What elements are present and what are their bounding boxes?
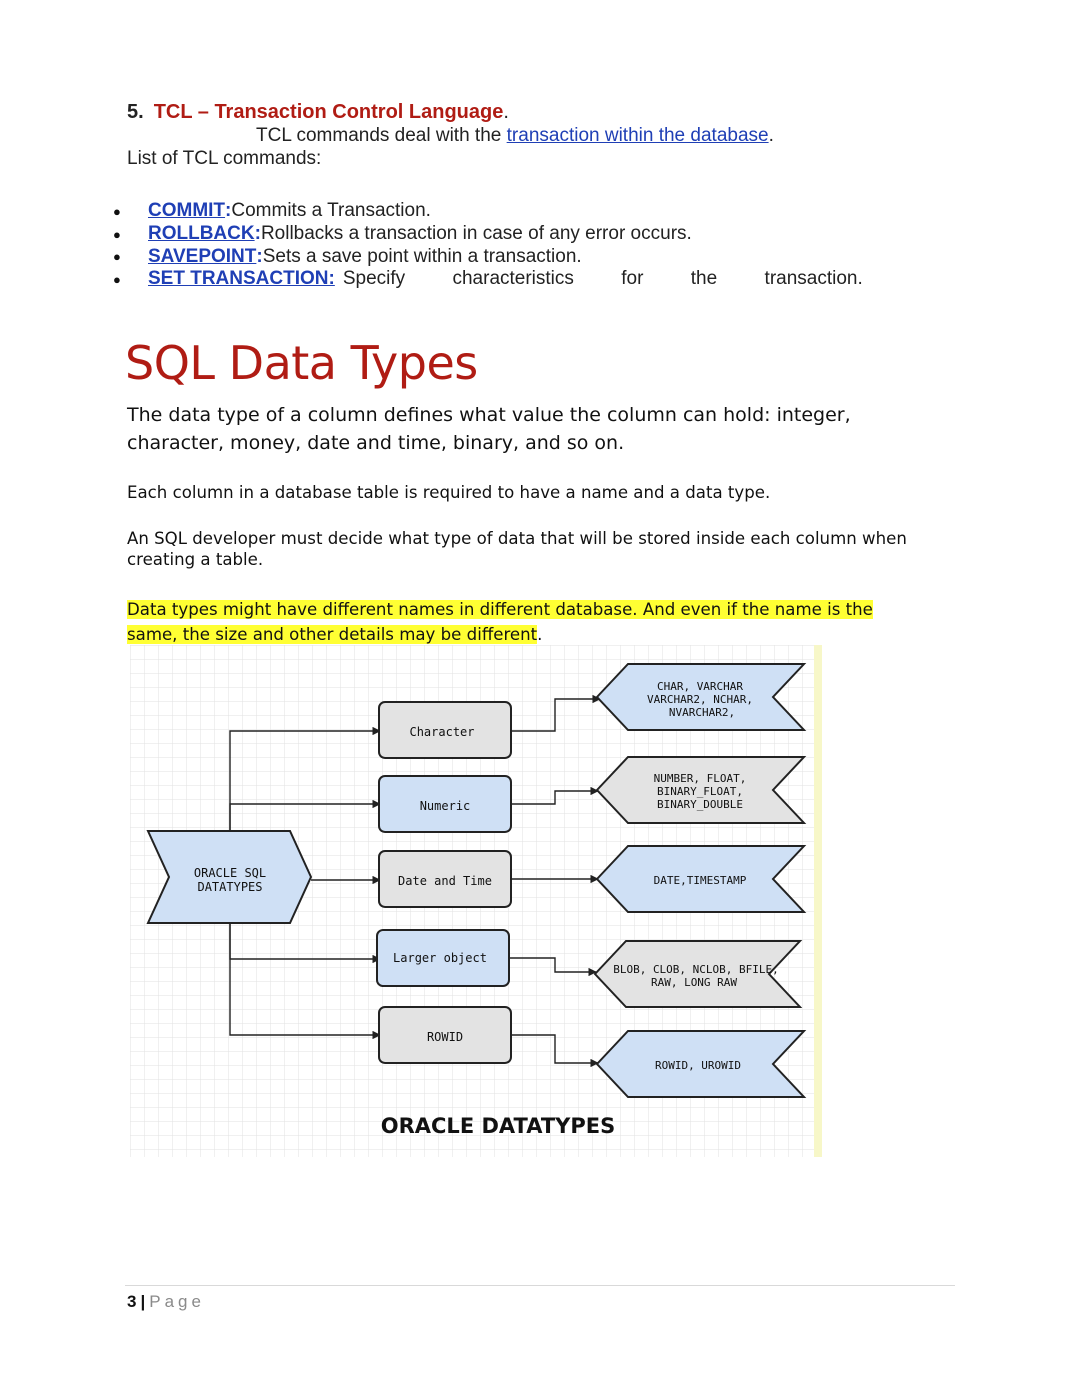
oracle-datatypes-diagram bbox=[130, 645, 822, 1157]
set-transaction-desc: Specify characteristics for the transaction. bbox=[342, 268, 863, 290]
svg-text:RAW, LONG RAW: RAW, LONG RAW bbox=[650, 976, 738, 989]
footer-divider bbox=[125, 1285, 955, 1286]
svg-text:ROWID: ROWID bbox=[426, 1030, 464, 1044]
page-footer: 3 | Page bbox=[127, 1292, 205, 1311]
svg-text:VARCHAR2, NCHAR,: VARCHAR2, NCHAR, bbox=[647, 693, 753, 706]
intro-paragraph: The data type of a column defines what value the column can hold: integer, character, money, date and time, binary, and so on. bbox=[127, 404, 851, 454]
paragraph-column-name: Each column in a database table is required to have a name and a data type. bbox=[127, 483, 771, 502]
svg-text:Larger object: Larger object bbox=[393, 951, 487, 965]
page-number: 3 bbox=[127, 1292, 137, 1311]
svg-text:BINARY_FLOAT,: BINARY_FLOAT, bbox=[656, 785, 744, 798]
rollback-link[interactable]: ROLLBACK bbox=[148, 223, 255, 245]
page-label: Page bbox=[149, 1292, 205, 1311]
svg-text:NUMBER, FLOAT,: NUMBER, FLOAT, bbox=[653, 772, 747, 785]
paragraph-highlight: Data types might have different names in different database. And even if the name is the same, the size and other details may be different. bbox=[127, 600, 873, 644]
category-rowid bbox=[379, 1007, 511, 1063]
transaction-link[interactable]: transaction within the database bbox=[506, 125, 769, 146]
tcl-list-label: List of TCL commands: bbox=[127, 148, 322, 169]
list-item-rollback: ● ROLLBACK : Rollbacks a transaction in case of any error occurs. bbox=[113, 223, 692, 245]
category-character bbox=[379, 702, 511, 758]
section-number: 5. bbox=[127, 101, 144, 123]
types-date-time bbox=[597, 846, 804, 912]
tcl-description: TCL commands deal with the transaction within the database. bbox=[256, 125, 774, 146]
root-label-line-1: ORACLE SQL bbox=[193, 866, 267, 880]
list-item-set-transaction bbox=[113, 268, 863, 291]
bullet-icon: ● bbox=[113, 226, 121, 242]
section-title: 5. TCL – Transaction Control Language. bbox=[127, 101, 509, 123]
svg-text:ROWID, UROWID: ROWID, UROWID bbox=[654, 1059, 742, 1072]
paragraph-developer: An SQL developer must decide what type of data that will be stored inside each column when creating a table. bbox=[127, 529, 907, 569]
edge-strip bbox=[814, 645, 822, 1157]
svg-text:Numeric: Numeric bbox=[419, 799, 471, 813]
svg-text:Date and Time: Date and Time bbox=[398, 874, 492, 888]
list-item-savepoint: ● SAVEPOINT : Sets a save point within a transaction. bbox=[113, 245, 582, 267]
root-label-line-2: DATATYPES bbox=[197, 880, 263, 894]
bullet-icon: ● bbox=[113, 271, 121, 287]
diagram-caption: ORACLE DATATYPES bbox=[380, 1114, 616, 1138]
highlighted-text: Data types might have different names in different database. And even if the name is the same, the size and other details may be different bbox=[127, 600, 873, 644]
list-item-commit: ● COMMIT : Commits a Transaction. bbox=[113, 200, 431, 222]
svg-text:DATE,TIMESTAMP: DATE,TIMESTAMP bbox=[653, 874, 747, 887]
tcl-command-list bbox=[113, 200, 863, 291]
page-heading: SQL Data Types bbox=[125, 336, 478, 390]
types-character bbox=[597, 664, 804, 730]
set-transaction-link[interactable]: SET TRANSACTION: bbox=[148, 268, 335, 290]
savepoint-link[interactable]: SAVEPOINT bbox=[148, 245, 257, 267]
section-name: TCL – Transaction Control Language bbox=[153, 101, 504, 123]
types-larger-object bbox=[595, 941, 800, 1007]
category-larger-object bbox=[377, 930, 509, 986]
svg-text:BINARY_DOUBLE: BINARY_DOUBLE bbox=[656, 798, 744, 811]
category-numeric bbox=[379, 776, 511, 832]
types-rowid bbox=[597, 1031, 804, 1097]
bullet-icon: ● bbox=[113, 249, 121, 265]
svg-text:Character: Character bbox=[409, 725, 475, 739]
svg-text:BLOB, CLOB, NCLOB, BFILE,: BLOB, CLOB, NCLOB, BFILE, bbox=[613, 963, 779, 976]
root-node bbox=[148, 831, 311, 923]
commit-link[interactable]: COMMIT bbox=[148, 200, 226, 222]
category-date-time bbox=[379, 851, 511, 907]
types-numeric bbox=[597, 757, 804, 823]
bullet-icon: ● bbox=[113, 203, 121, 219]
svg-text:NVARCHAR2,: NVARCHAR2, bbox=[668, 706, 736, 719]
svg-text:CHAR, VARCHAR: CHAR, VARCHAR bbox=[656, 680, 744, 693]
